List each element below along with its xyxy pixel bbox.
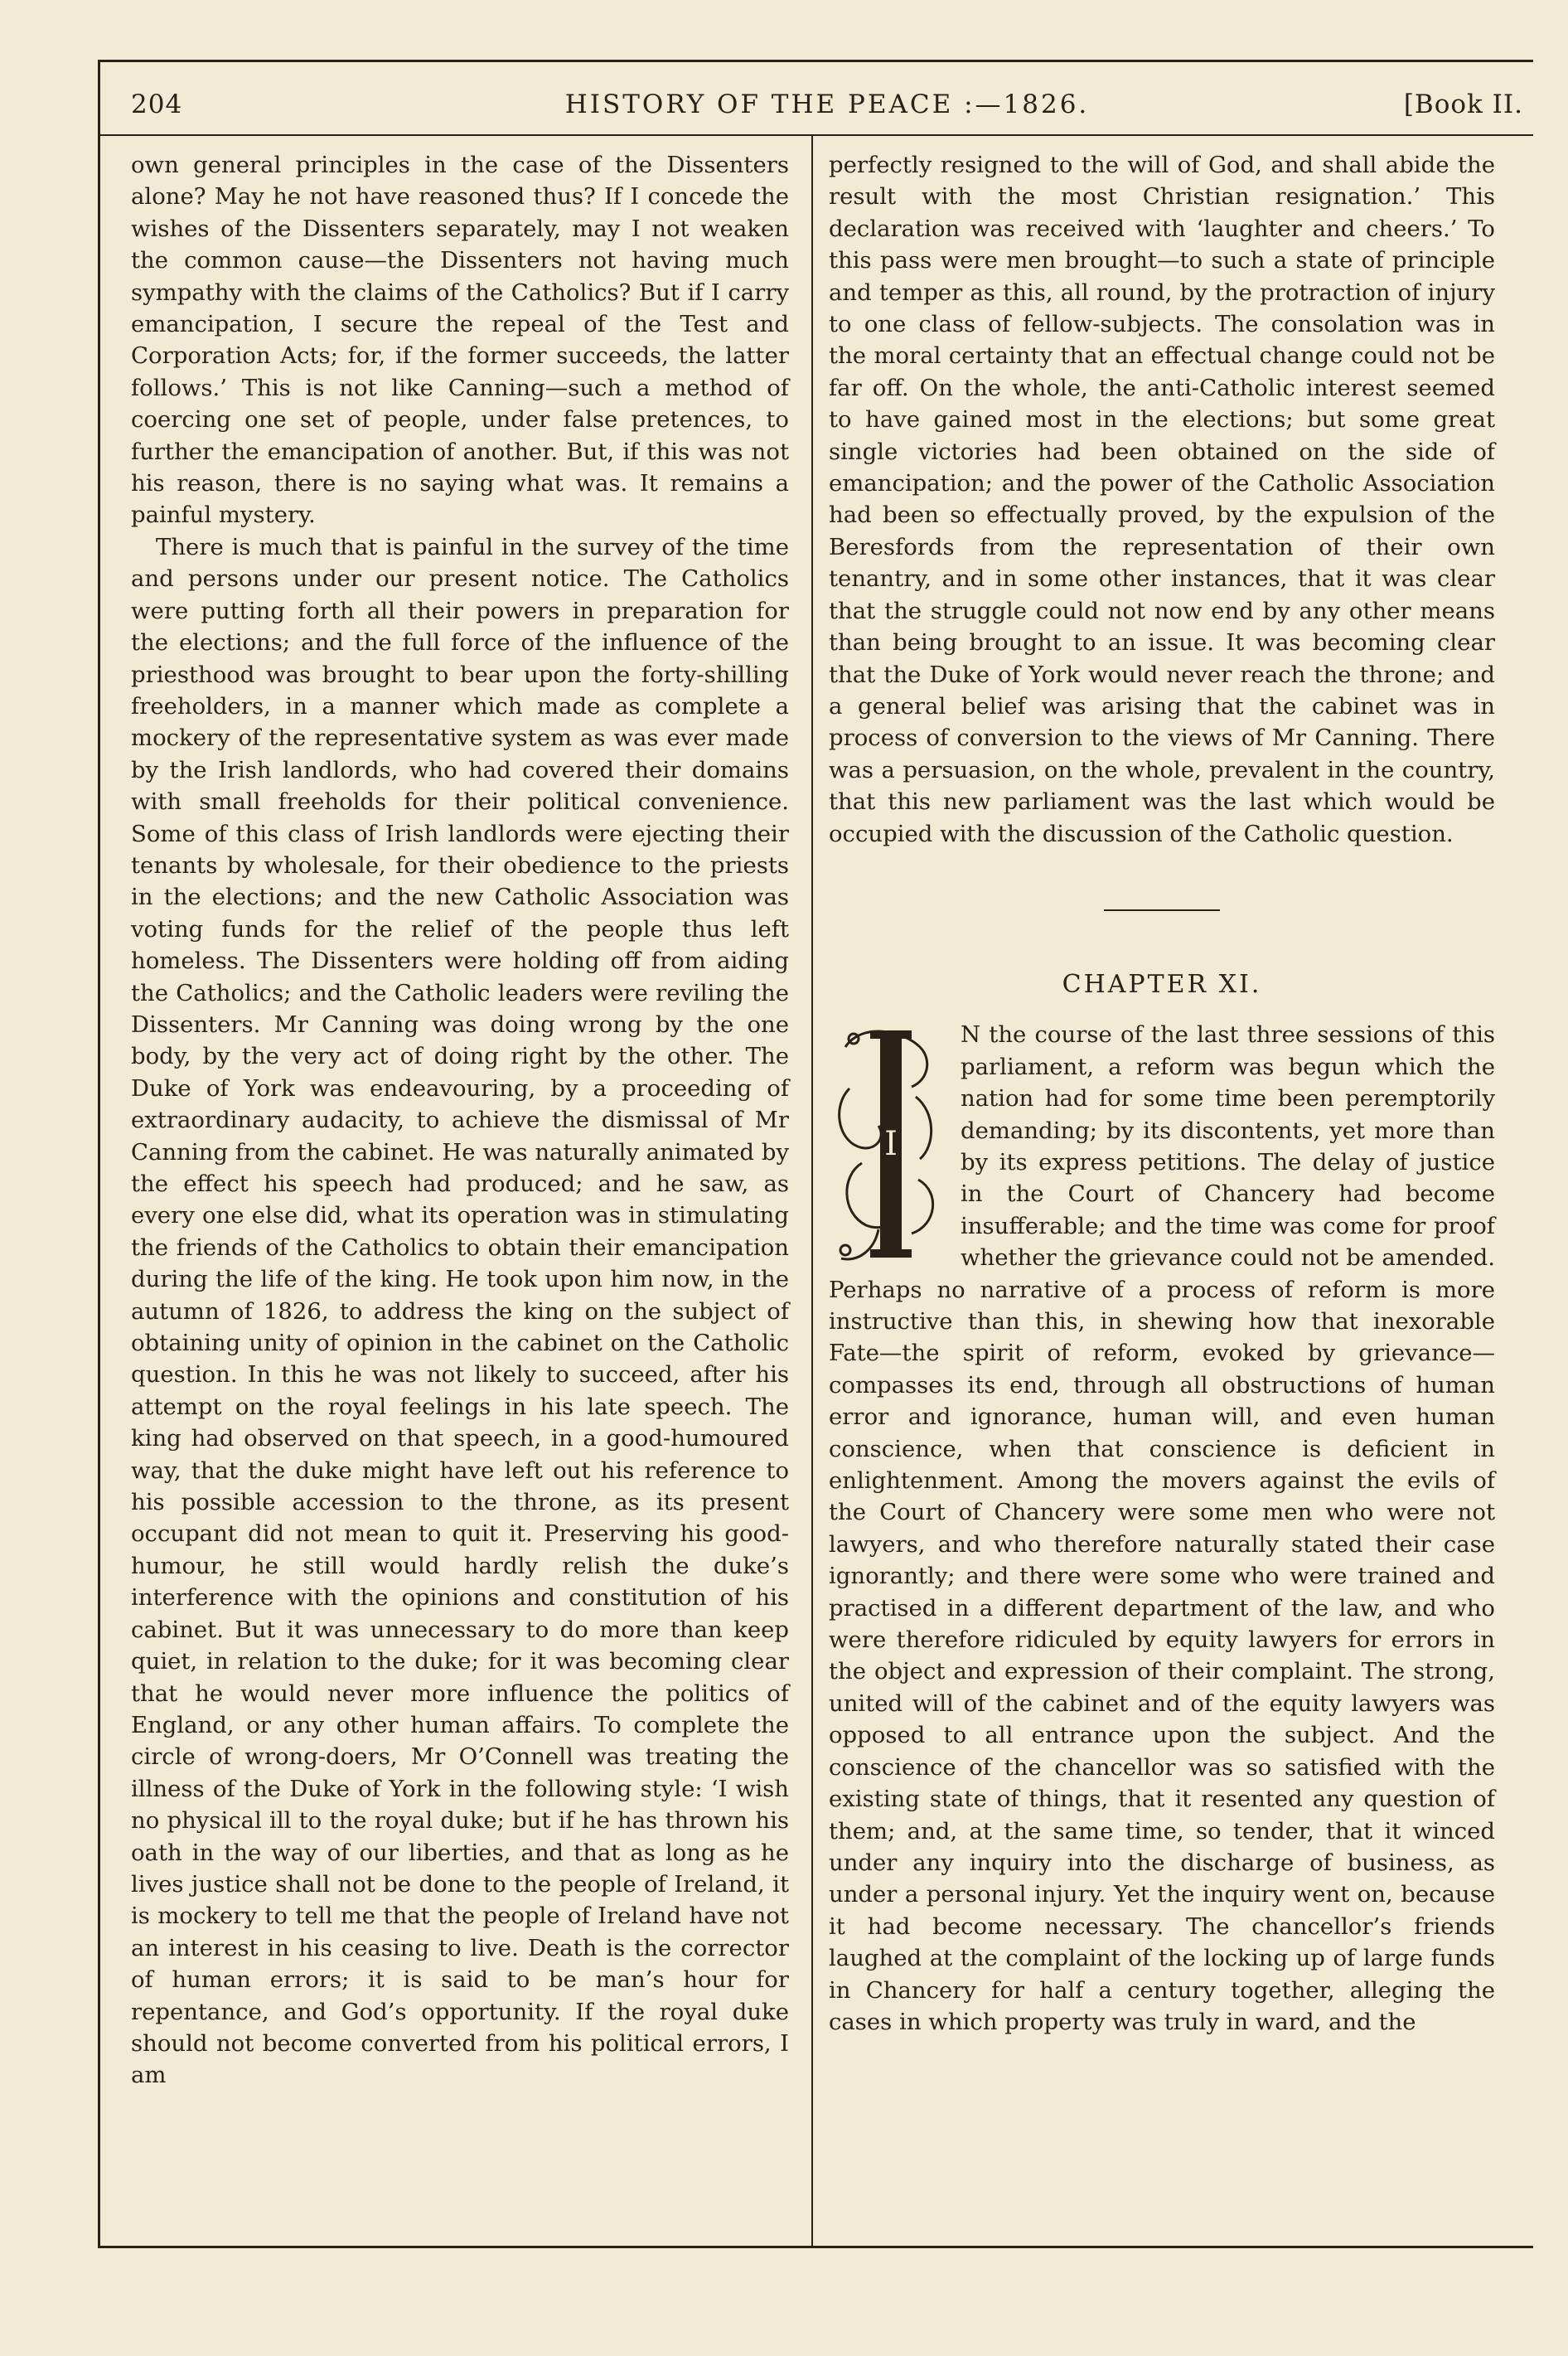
ornamental-initial-icon <box>829 1022 949 1271</box>
paragraph: perfectly resigned to the will of God, and shall abide the result with the most Christian resignation.’ This declaration was received with ‘laughter and cheers.’ To this pass were men brought—to such a state of principle and temper as this, all round, by the protraction of injury to one class of fellow-subjects. The consolation was in the moral certainty that an effectual change could not be far off. On the whole, the anti-Catholic interest seemed to have gained most in the elections; but some great single victories had been obtained on the side of emancipation; and the power of the Catholic Association had been so effectually proved, by the expulsion of the Beresfords from the representation of their own tenantry, and in some other instances, that it was clear that the struggle could not now end by any other means than being brought to an issue. It was becoming clear that the Duke of York would never reach the throne; and a general belief was arising that the cabinet was in process of conversion to the views of Mr Canning. There was a persuasion, on the whole, prevalent in the country, that this new parliament was the last which would be occupied with the discussion of the Catholic question. <box>829 152 1495 847</box>
chapter-text: N the course of the last three sessions of this parliament, a reform was begun which the nation had for some time been peremptorily demanding; by its discontents, yet more than by its express petitions. The delay of justice in the Court of Chancery had become insufferable; and the time was come for proof whether the grievance could not be amended. Perhaps no narrative of a process of reform is more instructive than this, in shewing how that inexorable Fate—the spirit of reform, evoked by grievance—compasses its end, through all obstructions of human error and ignorance, human will, and even human conscience, when that conscience is deficient in enlightenment. Among the movers against the evils of the Court of Chancery were some men who were not lawyers, and who therefore naturally stated their case ignorantly; and there were some who were trained and practised in a different department of the law, and who were therefore ridiculed by equity lawyers for errors in the object and expression of their complaint. The strong, united will of the cabinet and of the equity lawyers was opposed to all entrance upon the subject. And the conscience of the chancellor was so satisfied with the existing state of things, that it resented any question of them; and, at the same time, so tender, that it winced under any inquiry into the discharge of business, as under a personal injury. Yet the inquiry went on, because it had become necessary. The chancellor’s friends laughed at the complaint of the locking up of large funds in Chancery for half a century together, alleging the cases in which property was truly in ward, and the <box>829 1021 1495 2035</box>
chapter-paragraph <box>829 1019 1495 2038</box>
chapter-heading: CHAPTER XI. <box>1062 969 1262 999</box>
header-rule <box>98 134 1533 136</box>
page-number: 204 <box>131 90 183 119</box>
column-rule <box>811 134 813 2248</box>
svg-text:I: I <box>884 1125 898 1164</box>
paragraph: own general principles in the case of the Dissenters alone? May he not have reasoned thus? If I concede the wishes of the Dissenters separately, may I not weaken the common cause—the Dissenters not having much sympathy with the claims of the Catholics? But if I carry emancipation, I secure the repeal of the Test and Corporation Acts; for, if the former succeeds, the latter follows.’ This is not like Canning—such a method of coercing one set of people, under false pretences, to further the emancipation of another. But, if this was not his reason, there is no saying what was. It remains a painful mystery. <box>131 152 789 529</box>
ornamental-initial <box>829 1022 949 1271</box>
right-column <box>829 149 1495 2038</box>
left-column <box>131 149 789 2092</box>
section-separator <box>1104 909 1220 911</box>
paragraph: There is much that is painful in the survey of the time and persons under our present notice. The Catholics were putting forth all their powers in preparation for the elections; and the full force of the influence of the priesthood was brought to bear upon the forty-shilling freeholders, in a manner which made as complete a mockery of the representative system as was ever made by the Irish landlords, who had covered their domains with small freeholds for their political convenience. Some of this class of Irish landlords were ejecting their tenants by wholesale, for their obedience to the priests in the elections; and the new Catholic Association was voting funds for the relief of the people thus left homeless. The Dissenters were holding off from aiding the Catholics; and the Catholic leaders were reviling the Dissenters. Mr Canning was doing wrong by the one body, by the very act of doing right by the other. The Duke of York was endeavouring, by a proceeding of extraordinary audacity, to achieve the dismissal of Mr Canning from the cabinet. He was naturally animated by the effect his speech had produced; and he saw, as every one else did, what its operation was in stimulating the friends of the Catholics to obtain their emancipation during the life of the king. He took upon him now, in the autumn of 1826, to address the king on the subject of obtaining unity of opinion in the cabinet on the Catholic question. In this he was not likely to succeed, after his attempt on the royal feelings in his late speech. The king had observed on that speech, in a good-humoured way, that the duke might have left out his reference to his possible accession to the throne, as its present occupant did not mean to quit it. Preserving his good-humour, he still would hardly relish the duke’s interference with the opinions and constitution of his cabinet. But it was unnecessary to do more than keep quiet, in relation to the duke; for it was becoming clear that he would never more influence the politics of England, or any other human affairs. To complete the circle of wrong-doers, Mr O’Connell was treating the illness of the Duke of York in the following style: ‘I wish no physical ill to the royal duke; but if he has thrown his oath in the way of our liberties, and that as long as he lives justice shall not be done to the people of Ireland, it is mockery to tell me that the people of Ireland have not an interest in his ceasing to live. Death is the corrector of human errors; it is said to be man’s hour for repentance, and God’s opportunity. If the royal duke should not become converted from his political errors, I am <box>131 533 789 2089</box>
book-label: [Book II. <box>1403 90 1523 119</box>
running-header <box>131 90 1523 133</box>
running-title: HISTORY OF THE PEACE :—1826. <box>564 90 1090 119</box>
